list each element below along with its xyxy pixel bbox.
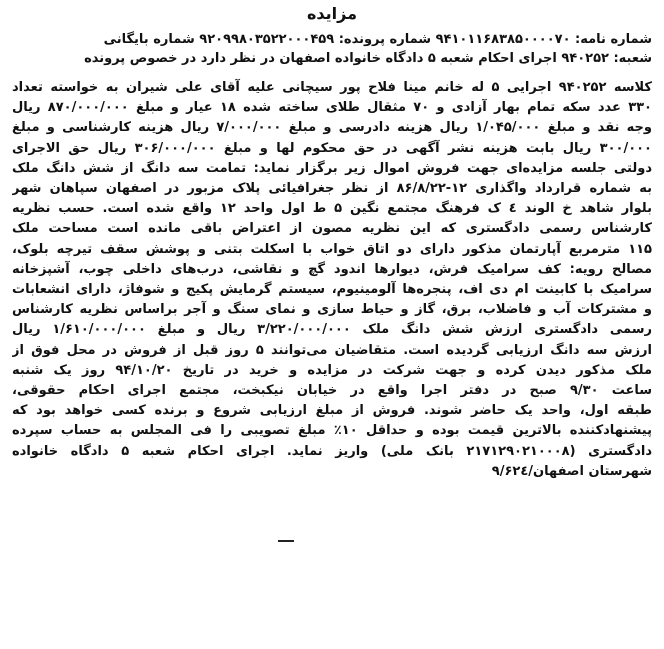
- notice-body: [12, 78, 652, 482]
- body-line: کارشناس رسمی دادگستری که این نظریه مصون از اعتراض باقی مانده است مساحت ملک: [12, 221, 652, 237]
- body-line-signature: شهرستان اصفهان/۹/۶۲٤: [491, 463, 652, 479]
- body-line: ملک مذکور دیدن کرده و جهت شرکت در مزایده و خرید در تاریخ ۹۴/۱۰/۲۰ روز یک شنبه: [12, 362, 652, 378]
- body-line: ارزش سه دانگ ارزیابی گردیده است. متقاضیان می‌توانند ۵ روز قبل از فروش در محل فوق از: [12, 342, 652, 358]
- body-line: و مشترکات آب و فاضلاب، برق، گاز و حیاط سازی و نمای سنگ و آجر براساس نظریه کارشناس: [12, 302, 652, 318]
- body-line: دادگستری (۲۱۷۱۲۹۰۲۱۰۰۰۸ بانک ملی) واریز نماید. اجرای احکام شعبه ۵ دادگاه خانواده: [12, 443, 652, 459]
- print-mark: [278, 540, 294, 542]
- body-line: به شماره قرارداد واگذاری ۱۲-۸۶/۸/۲۲ از نظر جغرافیائی پلاک مزبور در اصفهان سپاهان شهر: [12, 181, 652, 197]
- body-line: ۳۰۰/۰۰۰ ریال بابت هزینه نشر آگهی در حق محکوم لها و مبلغ ۳۰۶/۰۰۰/۰۰۰ ریال حق الاجرای: [12, 140, 652, 156]
- body-line: دولتی جلسه مزایده‌ای جهت فروش اموال زیر برگزار نماید: تمامت سه دانگ از شش دانگ ملک: [12, 160, 652, 176]
- notice-title: مزایده: [306, 4, 358, 23]
- header-line-branch: شعبه: ۹۴۰۲۵۲ اجرای احکام شعبه ۵ دادگاه خانواده اصفهان در نظر دارد در خصوص پرونده: [84, 51, 652, 66]
- body-line: رسمی دادگستری ارزش شش دانگ ملک ۳/۲۲۰/۰۰۰/۰۰۰ ریال و مبلغ ۱/۶۱۰/۰۰۰/۰۰۰ ریال: [12, 322, 652, 338]
- notice-header: [12, 30, 652, 68]
- body-line: پیشنهادکننده بالاترین قیمت بوده و حداقل ۱۰٪ مبلغ تصویبی را فی المجلس به حساب سپرده: [12, 423, 652, 439]
- body-line: ۳۳۰ عدد سکه تمام بهار آزادی و ۷۰ مثقال طلای ساخته شده ۱۸ عیار و مبلغ ۸۷۰/۰۰۰/۰۰۰ ریال: [12, 100, 652, 116]
- body-line: طبقه اول، واحد یک حاضر شوند. فروش از مبلغ ارزیابی شروع و برنده کسی خواهد بود که: [12, 403, 652, 419]
- body-line: مصالح رویه: کف سرامیک فرش، دیوارها اندود گچ و نقاشی، درب‌های داخلی چوب، آشپزخانه: [12, 261, 652, 277]
- body-line: ۱۱۵ مترمربع آپارتمان مذکور دارای دو اتاق خواب با اسکلت بتنی و پوشش سقف تیرچه بلوک،: [12, 241, 652, 257]
- body-line: ساعت ۹/۳۰ صبح در دفتر اجرا واقع در خیابان نیکبخت، مجتمع اجرای احکام حقوقی،: [12, 383, 652, 399]
- header-line-case-numbers: شماره نامه: ۹۴۱۰۱۱۶۸۳۸۵۰۰۰۰۷۰ شماره پرونده: ۹۲۰۹۹۸۰۳۵۲۲۰۰۰۴۵۹ شماره بایگانی: [103, 32, 652, 47]
- body-line: بلوار شاهد خ الوند ٤ ک فرهنگ مجتمع نگین ۵ ط اول واحد ۱۲ واقع شده است. حسب نظریه: [12, 201, 652, 217]
- body-line: سرامیک با کابینت ام دی اف، پنجره‌ها آلومینیوم، سیستم گرمایش پکیج و شوفاژ، دارای انشعابات: [12, 282, 652, 298]
- body-line: وجه نقد و مبلغ ۱/۰۴۵/۰۰۰ ریال هزینه دادرسی و مبلغ ۷/۰۰۰/۰۰۰ ریال هزینه کارشناسی و مبلغ: [12, 120, 652, 136]
- body-line: کلاسه ۹۴۰۲۵۲ اجرایی ۵ له خانم مینا فلاح پور سیچانی علیه آقای علی شیران به خواسته تعداد: [12, 80, 652, 95]
